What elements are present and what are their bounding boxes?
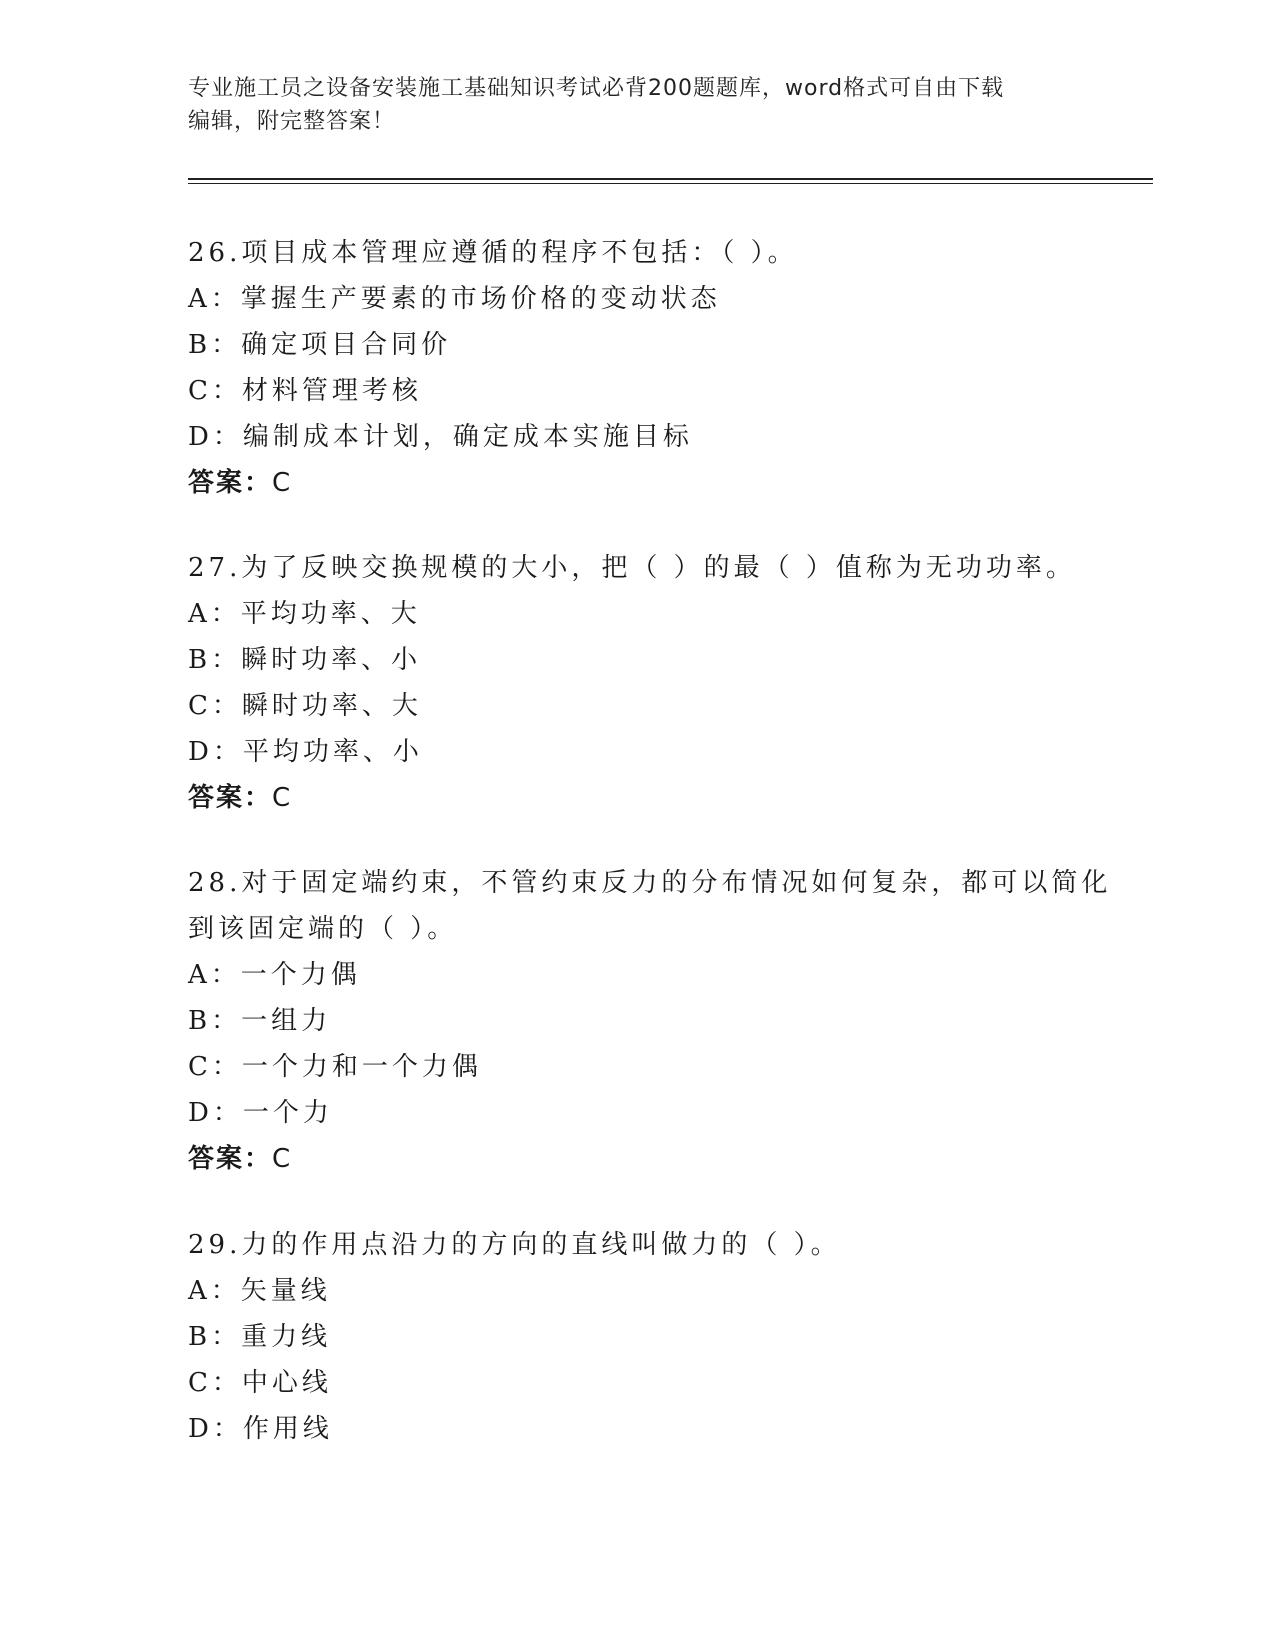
answer [188, 460, 1088, 506]
document-header [188, 72, 1068, 138]
option-d: D：平均功率、小 [188, 737, 423, 767]
answer-value: C [272, 468, 293, 498]
option-b: B：确定项目合同价 [188, 330, 452, 360]
question-28 [188, 860, 1112, 1182]
option-b: B：一组力 [188, 1006, 332, 1036]
option-a: A：矢量线 [188, 1276, 331, 1306]
question-27 [188, 545, 1088, 821]
answer [188, 1136, 1088, 1182]
question-stem: 27.为了反映交换规模的大小，把（ ）的最（ ）值称为无功功率。 [188, 553, 1076, 583]
option-c: C：一个力和一个力偶 [188, 1052, 482, 1082]
header-divider-thick [188, 178, 1153, 180]
option-a: A：平均功率、大 [188, 599, 421, 629]
question-stem: 26.项目成本管理应遵循的程序不包括：（ ）。 [188, 238, 798, 268]
question-29 [188, 1222, 1088, 1452]
answer-value: C [272, 1144, 293, 1174]
option-d: D：作用线 [188, 1414, 333, 1444]
option-a: A：一个力偶 [188, 960, 361, 990]
question-stem: 29.力的作用点沿力的方向的直线叫做力的（ ）。 [188, 1230, 841, 1260]
option-d: D：一个力 [188, 1098, 333, 1128]
header-line-2: 编辑，附完整答案！ [188, 109, 396, 134]
option-b: B：瞬时功率、小 [188, 645, 422, 675]
header-divider-thin [188, 183, 1153, 184]
answer [188, 775, 1088, 821]
option-b: B：重力线 [188, 1322, 332, 1352]
answer-value: C [272, 783, 293, 813]
question-stem-line-1: 28.对于固定端约束，不管约束反力的分布情况如何复杂，都可以简化 [188, 868, 1112, 898]
option-a: A：掌握生产要素的市场价格的变动状态 [188, 284, 721, 314]
option-c: C：瞬时功率、大 [188, 691, 422, 721]
answer-label: 答案： [188, 783, 273, 813]
option-c: C：材料管理考核 [188, 376, 422, 406]
header-line-1: 专业施工员之设备安装施工基础知识考试必背200题题库，word格式可自由下载 [188, 76, 1005, 101]
option-d: D：编制成本计划，确定成本实施目标 [188, 422, 693, 452]
option-c: C：中心线 [188, 1368, 332, 1398]
question-stem-line-2: 到该固定端的（ ）。 [188, 914, 458, 944]
question-26 [188, 230, 1088, 506]
answer-label: 答案： [188, 468, 273, 498]
answer-label: 答案： [188, 1144, 273, 1174]
